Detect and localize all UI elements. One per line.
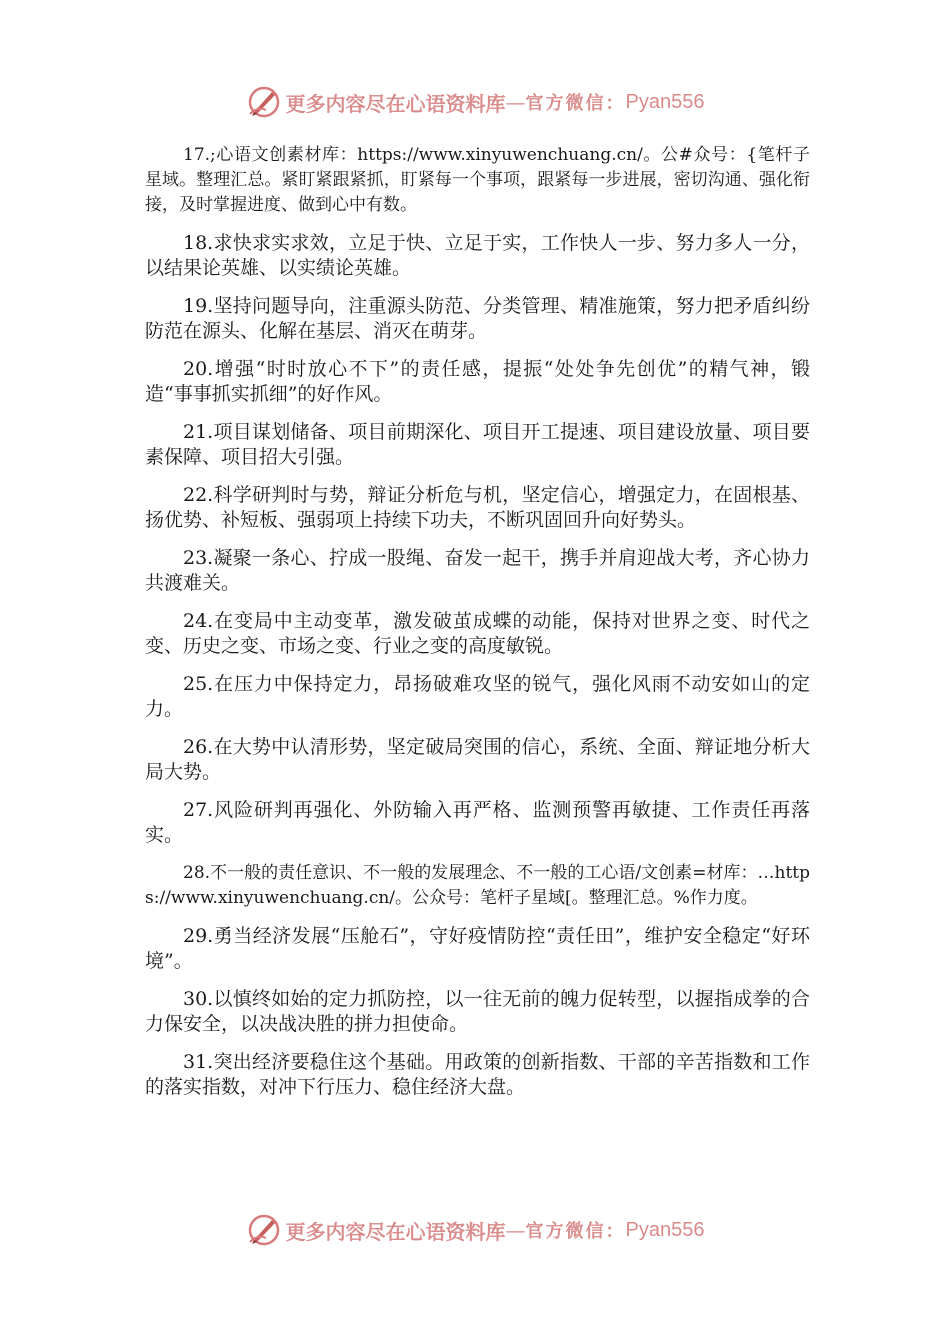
paragraph-22: 22.科学研判时与势，辩证分析危与机，坚定信心，增强定力，在固根基、扬优势、补短板、强弱项上持续下功夫，不断巩固回升向好势头。 (145, 484, 810, 531)
paragraph-26: 26.在大势中认清形势，坚定破局突围的信心，系统、全面、辩证地分析大局大势。 (145, 736, 810, 783)
paragraph-18: 18.求快求实求效，立足于快、立足于实，工作快人一步、努力多人一分，以结果论英雄、以实绩论英雄。 (145, 232, 810, 279)
paragraph-20: 20.增强“时时放心不下”的责任感，提振“处处争先创优”的精气神，锻造“事事抓实抓细”的好作风。 (145, 358, 810, 405)
paragraph-28: 28.不一般的责任意识、不一般的发展理念、不一般的工心语/文创素=材库：…https://www.xinyuwenchuang.cn/。公众号：笔杆子星域[。整理汇总。%作力度。 (145, 863, 810, 908)
paragraph-23: 23.凝聚一条心、拧成一股绳、奋发一起干，携手并肩迎战大考，齐心协力共渡难关。 (145, 547, 810, 594)
paragraph-31: 31.突出经济要稳住这个基础。用政策的创新指数、干部的辛苦指数和工作的落实指数，对冲下行压力、稳住经济大盘。 (145, 1051, 810, 1098)
header-separator: — (505, 90, 526, 114)
footer-wechat-id: Pyan556 (625, 1218, 705, 1241)
header-wechat-label: 官方微信： (525, 93, 626, 114)
paragraph-24: 24.在变局中主动变革，激发破茧成蝶的动能，保持对世界之变、时代之变、历史之变、市场之变、行业之变的高度敏锐。 (145, 610, 810, 657)
footer-banner (0, 1208, 950, 1252)
footer-site-text: 更多内容尽在心语资料库 (285, 1219, 506, 1244)
header-site-text: 更多内容尽在心语资料库 (285, 91, 506, 116)
paragraph-17: 17.;心语文创素材库：https://www.xinyuwenchuang.cn/。公#众号：{笔杆子星域。整理汇总。紧盯紧跟紧抓，盯紧每一个事项，跟紧每一步进展，密切沟通、强化衔接，及时掌握进度、做到心中有数。 (145, 145, 810, 215)
paragraph-27: 27.风险研判再强化、外防输入再严格、监测预警再敏捷、工作责任再落实。 (145, 799, 810, 846)
pen-logo-icon (246, 84, 282, 120)
paragraph-29: 29.勇当经济发展“压舱石”，守好疫情防控“责任田”，维护安全稳定“好环境”。 (145, 925, 810, 972)
document-body (145, 143, 810, 1113)
paragraph-30: 30.以慎终如始的定力抓防控，以一往无前的魄力促转型，以握指成拳的合力保安全，以决战决胜的拼力担使命。 (145, 988, 810, 1035)
footer-wechat-label: 官方微信： (525, 1221, 626, 1242)
paragraph-19: 19.坚持问题导向，注重源头防范、分类管理、精准施策，努力把矛盾纠纷防范在源头、化解在基层、消灭在萌芽。 (145, 295, 810, 342)
header-wechat-id: Pyan556 (625, 90, 705, 113)
header-banner (0, 80, 950, 124)
paragraph-25: 25.在压力中保持定力，昂扬破难攻坚的锐气，强化风雨不动安如山的定力。 (145, 673, 810, 720)
paragraph-21: 21.项目谋划储备、项目前期深化、项目开工提速、项目建设放量、项目要素保障、项目招大引强。 (145, 421, 810, 468)
footer-separator: — (505, 1218, 526, 1242)
pen-logo-icon (246, 1212, 282, 1248)
